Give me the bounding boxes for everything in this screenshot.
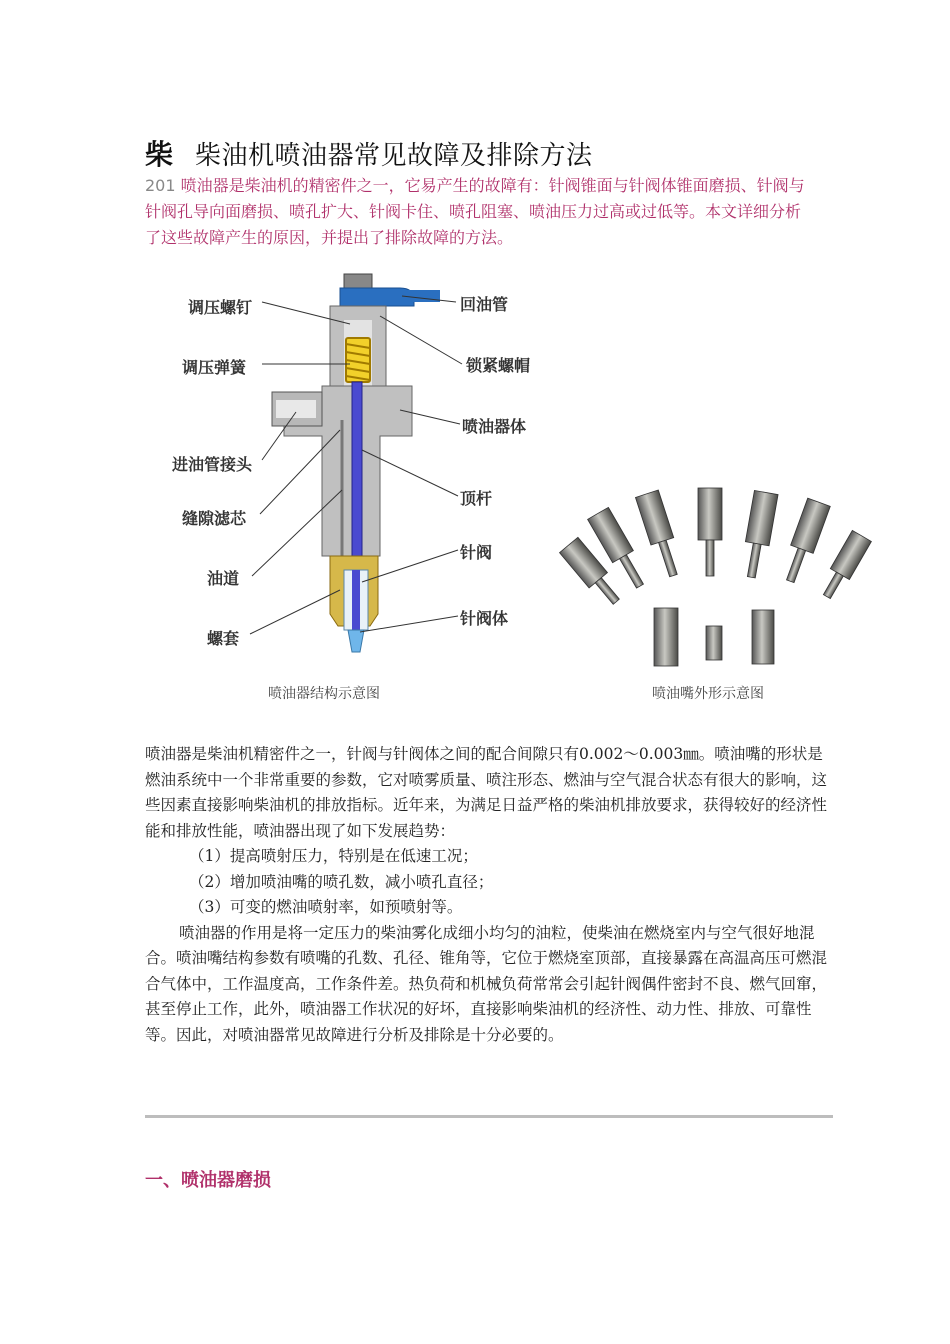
label-luotao: 螺套	[207, 629, 240, 648]
intro-number: 201	[145, 176, 176, 195]
title-text: 柴油机喷油器常见故障及排除方法	[195, 141, 593, 171]
title-mark: 柴	[145, 138, 174, 171]
caption-injector-structure: 喷油器结构示意图	[268, 686, 380, 702]
body-text	[145, 742, 835, 1048]
label-zhenfa-ti: 针阀体	[460, 609, 509, 628]
page-title	[145, 133, 593, 173]
intro-paragraph	[145, 173, 815, 251]
section-divider	[145, 1115, 833, 1118]
section-heading: 一、喷油器磨损	[145, 1170, 271, 1191]
label-jinyou-guan-jietou: 进油管接头	[172, 455, 253, 474]
trend-item-3: （3）可变的燃油喷射率，如预喷射等。	[189, 898, 463, 916]
injector-diagram	[0, 260, 560, 700]
label-youdao: 油道	[207, 569, 240, 588]
label-zhenfa: 针阀	[460, 543, 493, 562]
body-paragraph-2: 喷油器的作用是将一定压力的柴油雾化成细小均匀的油粒，使柴油在燃烧室内与空气很好地混合。喷油嘴结构参数有喷嘴的孔数、孔径、锥角等，它位于燃烧室顶部，直接暴露在高温高压可燃混合气体中，工作温度高，工作条件差。热负荷和机械负荷常常会引起针阀偶件密封不良、燃气回窜，甚至停止工作，此外，喷油器工作状况的好坏，直接影响柴油机的经济性、动力性、排放、可靠性等。因此，对喷油器常见故障进行分析及排除是十分必要的。	[145, 923, 828, 1044]
label-dinggan: 顶杆	[460, 489, 493, 508]
label-tiaoya-luoding: 调压螺钉	[188, 298, 253, 317]
trend-item-1: （1）提高喷射压力，特别是在低速工况；	[189, 847, 478, 865]
trend-item-2: （2）增加喷油嘴的喷孔数，减小喷孔直径；	[189, 872, 494, 891]
body-paragraph-1: 喷油器是柴油机精密件之一，针阀与针阀体之间的配合间隙只有0.002～0.003㎜。喷油嘴的形状是燃油系统中一个非常重要的参数，它对喷雾质量、喷注形态、燃油与空气混合状态有很大的影响，这些因素直接影响柴油机的排放指标。近年来，为满足日益严格的柴油机排放要求，获得较好的经济性能和排放性能，喷油器出现了如下发展趋势：	[145, 745, 828, 840]
label-huiyou-guan: 回油管	[460, 295, 509, 314]
label-penyouqi-ti: 喷油器体	[462, 417, 527, 436]
caption-nozzle-appearance: 喷油嘴外形示意图	[652, 686, 764, 702]
label-tiaoya-tanhuang: 调压弹簧	[182, 358, 247, 377]
label-suojin-luomao: 锁紧螺帽	[466, 356, 531, 375]
nozzle-photo	[548, 478, 888, 678]
intro-text: 喷油器是柴油机的精密件之一，它易产生的故障有：针阀锥面与针阀体锥面磨损、针阀与针阀孔导向面磨损、喷孔扩大、针阀卡住、喷孔阻塞、喷油压力过高或过低等。本文详细分析了这些故障产生的原因，并提出了排除故障的方法。	[145, 176, 805, 247]
label-fengxi-lvxin: 缝隙滤芯	[182, 509, 247, 528]
